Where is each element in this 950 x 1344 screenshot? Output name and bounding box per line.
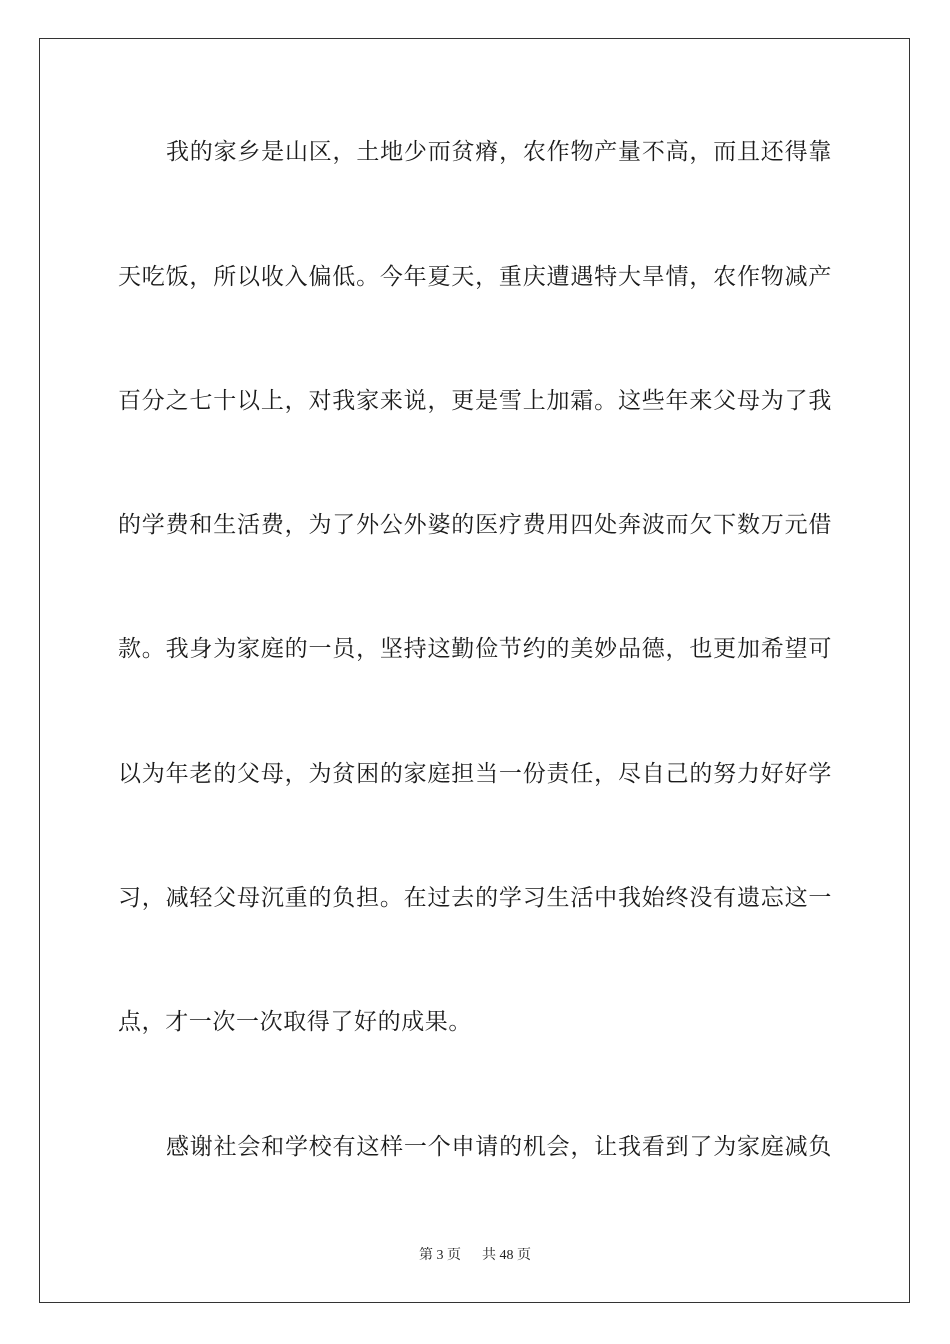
paragraph-1-line-5: 款。我身为家庭的一员，坚持这勤俭节约的美妙品德，也更加希望可 xyxy=(118,636,832,662)
page-total: 共 48 页 xyxy=(482,1248,531,1263)
paragraph-1-line-1: 我的家乡是山区，土地少而贫瘠，农作物产量不高，而且还得靠 xyxy=(166,139,832,165)
paragraph-1-line-6: 以为年老的父母，为贫困的家庭担当一份责任，尽自己的努力好好学 xyxy=(118,761,832,787)
page-border xyxy=(39,38,910,1303)
page-number: 第 3 页 xyxy=(419,1248,461,1263)
paragraph-1-line-2: 天吃饭，所以收入偏低。今年夏天，重庆遭遇特大旱情，农作物减产 xyxy=(118,264,832,290)
paragraph-1-line-3: 百分之七十以上，对我家来说，更是雪上加霜。这些年来父母为了我 xyxy=(118,388,832,414)
paragraph-1-line-7: 习，减轻父母沉重的负担。在过去的学习生活中我始终没有遗忘这一 xyxy=(118,885,832,911)
page-footer xyxy=(0,1247,950,1265)
paragraph-1-line-4: 的学费和生活费，为了外公外婆的医疗费用四处奔波而欠下数万元借 xyxy=(118,512,832,538)
paragraph-1-line-8: 点，才一次一次取得了好的成果。 xyxy=(118,1009,472,1035)
paragraph-2-line-1: 感谢社会和学校有这样一个申请的机会，让我看到了为家庭减负 xyxy=(166,1134,832,1160)
